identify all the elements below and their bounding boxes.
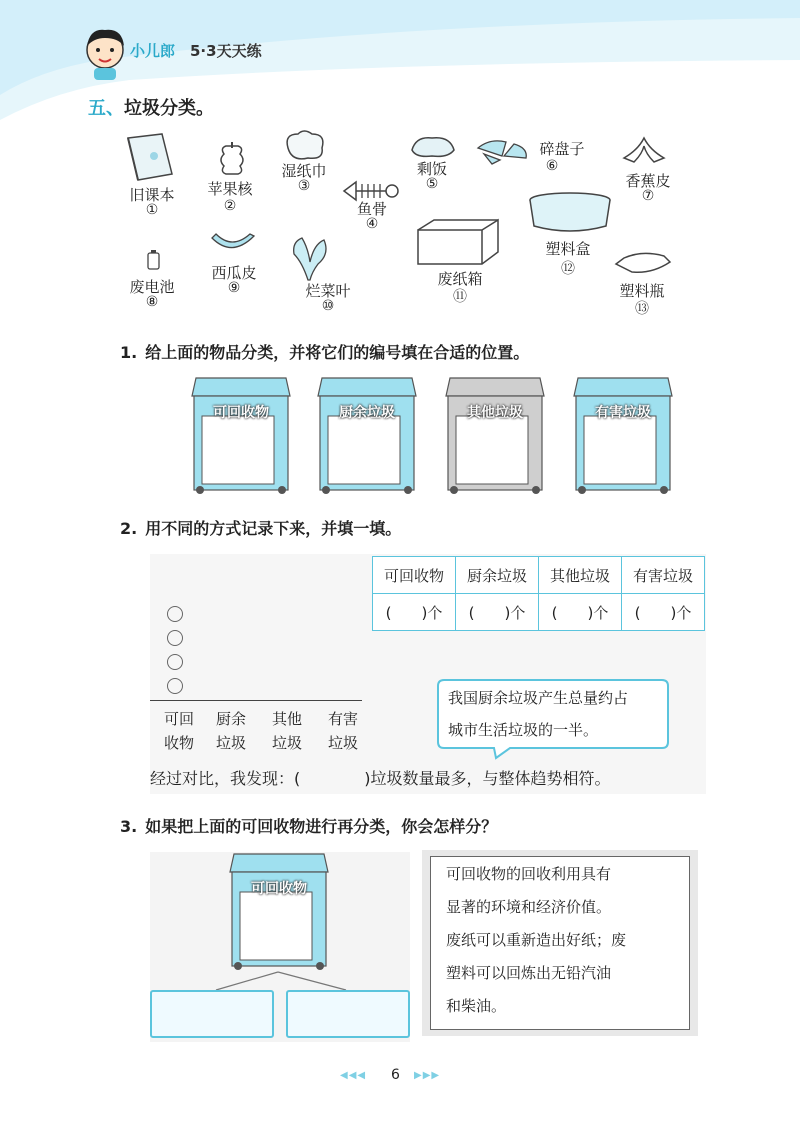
item-label: 剩饭 bbox=[416, 160, 447, 178]
chart-category-line: 垃圾 bbox=[327, 734, 358, 752]
bin-label: 其他垃圾 bbox=[467, 405, 523, 421]
tally-circle bbox=[167, 654, 183, 670]
chart-category-line: 垃圾 bbox=[271, 734, 302, 752]
item-label: 西瓜皮 bbox=[211, 264, 257, 282]
tally-table bbox=[372, 556, 705, 631]
table-header: 厨余垃圾 bbox=[456, 557, 539, 594]
wet-wipe-icon bbox=[280, 128, 330, 164]
bubble-text-line: 我国厨余垃圾产生总量约占 bbox=[448, 689, 629, 707]
item-label: 鱼骨 bbox=[356, 200, 387, 218]
item-number: ⑪ bbox=[453, 289, 467, 305]
item-number: ⑩ bbox=[321, 298, 335, 314]
conclusion-text: 经过对比，我发现：( )垃圾数量最多，与整体趋势相符。 bbox=[150, 769, 611, 788]
brand-name: 小儿郎 bbox=[130, 42, 176, 60]
item-label: 废纸箱 bbox=[437, 270, 483, 288]
section-title bbox=[88, 94, 214, 120]
item-number: ① bbox=[145, 202, 159, 218]
chart-category-line: 垃圾 bbox=[215, 734, 246, 752]
subcategory-box-right[interactable] bbox=[286, 990, 410, 1038]
bin-other-waste bbox=[442, 376, 548, 496]
bubble-text-line: 城市生活垃圾的一半。 bbox=[448, 721, 599, 739]
item-number: ③ bbox=[297, 178, 311, 194]
item-label: 废电池 bbox=[129, 278, 175, 296]
chart-baseline bbox=[150, 700, 362, 701]
item-label: 碎盘子 bbox=[539, 140, 585, 158]
note-line: 塑料可以回炼出无铅汽油 bbox=[446, 964, 612, 982]
table-cell-blank[interactable]: ( )个 bbox=[539, 594, 622, 631]
left-arrows-icon: ◀◀◀ bbox=[340, 1070, 367, 1081]
item-number: ⑬ bbox=[635, 301, 649, 317]
item-number: ② bbox=[223, 198, 237, 214]
item-number: ⑨ bbox=[227, 280, 241, 296]
chart-category bbox=[206, 704, 256, 758]
leftover-rice-icon bbox=[408, 132, 458, 160]
chart-category bbox=[262, 704, 312, 758]
question-number: 1. bbox=[120, 343, 138, 362]
question-text: 用不同的方式记录下来，并填一填。 bbox=[145, 519, 402, 538]
bin-kitchen-waste bbox=[314, 376, 420, 496]
item-label: 塑料瓶 bbox=[619, 282, 665, 300]
apple-core-icon bbox=[212, 140, 252, 180]
question-text: 给上面的物品分类，并将它们的编号填在合适的位置。 bbox=[145, 343, 530, 362]
table-header: 其他垃圾 bbox=[539, 557, 622, 594]
item-number: ⑫ bbox=[561, 261, 575, 277]
table-cell-blank[interactable]: ( )个 bbox=[373, 594, 456, 631]
item-label: 香蕉皮 bbox=[625, 172, 671, 190]
plastic-box-icon bbox=[524, 190, 616, 236]
question-number: 3. bbox=[120, 817, 138, 836]
banana-peel-icon bbox=[620, 134, 668, 166]
chart-category bbox=[154, 704, 204, 758]
item-number: ⑥ bbox=[545, 158, 559, 174]
note-text bbox=[446, 858, 626, 1023]
rotten-vegetable-leaf-icon bbox=[288, 232, 332, 282]
trash-bin-icon bbox=[188, 376, 294, 496]
watermelon-rind-icon bbox=[210, 232, 256, 256]
question-2 bbox=[120, 516, 401, 539]
bin-label: 可回收物 bbox=[251, 881, 307, 897]
bin-recyclable-q3 bbox=[226, 852, 332, 972]
battery-icon bbox=[146, 250, 162, 270]
question-number: 2. bbox=[120, 519, 138, 538]
tally-circle bbox=[167, 630, 183, 646]
bin-label: 厨余垃圾 bbox=[339, 405, 395, 421]
table-cell-blank[interactable]: ( )个 bbox=[456, 594, 539, 631]
table-header: 可回收物 bbox=[373, 557, 456, 594]
note-line: 可回收物的回收利用具有 bbox=[446, 865, 612, 883]
bin-label: 有害垃圾 bbox=[595, 405, 651, 421]
note-line: 和柴油。 bbox=[446, 997, 507, 1015]
chart-category-line: 其他 bbox=[271, 710, 302, 728]
item-label: 湿纸巾 bbox=[281, 162, 327, 180]
item-number: ⑤ bbox=[425, 176, 439, 192]
trash-bin-icon bbox=[226, 852, 332, 972]
trash-bin-icon bbox=[442, 376, 548, 496]
plastic-bottle-icon bbox=[612, 246, 674, 276]
page-number: 6 bbox=[391, 1067, 400, 1083]
item-label: 塑料盒 bbox=[545, 240, 591, 258]
question-text: 如果把上面的可回收物进行再分类，你会怎样分？ bbox=[145, 817, 498, 836]
question-1 bbox=[120, 340, 529, 363]
chart-category-line: 收物 bbox=[163, 734, 194, 752]
cardboard-box-icon bbox=[412, 218, 504, 266]
question-3 bbox=[120, 814, 497, 837]
section-title-text: 垃圾分类。 bbox=[124, 98, 214, 119]
item-label: 苹果核 bbox=[207, 180, 253, 198]
note-line: 显著的环境和经济价值。 bbox=[446, 898, 612, 916]
item-number: ⑦ bbox=[641, 188, 655, 204]
chart-category-line: 有害 bbox=[327, 710, 358, 728]
subcategory-box-left[interactable] bbox=[150, 990, 274, 1038]
tally-circle bbox=[167, 678, 183, 694]
trash-bin-icon bbox=[570, 376, 676, 496]
right-arrows-icon: ▶▶▶ bbox=[414, 1070, 441, 1081]
bin-recyclable bbox=[188, 376, 294, 496]
table-header: 有害垃圾 bbox=[622, 557, 705, 594]
bin-label: 可回收物 bbox=[213, 405, 269, 421]
chart-category-line: 厨余 bbox=[215, 710, 246, 728]
table-cell-blank[interactable]: ( )个 bbox=[622, 594, 705, 631]
section-number: 五、 bbox=[88, 98, 124, 119]
note-line: 废纸可以重新造出好纸；废 bbox=[446, 931, 627, 949]
item-number: ④ bbox=[365, 216, 379, 232]
chart-category bbox=[318, 704, 368, 758]
chart-category-line: 可回 bbox=[163, 710, 194, 728]
item-label: 旧课本 bbox=[129, 186, 175, 204]
brand-series: 5·3天天练 bbox=[190, 42, 262, 60]
trash-bin-icon bbox=[314, 376, 420, 496]
item-number: ⑧ bbox=[145, 294, 159, 310]
old-textbook-icon bbox=[120, 132, 180, 187]
boy-mascot-icon bbox=[82, 26, 128, 82]
bin-hazardous bbox=[570, 376, 676, 496]
tally-circle bbox=[167, 606, 183, 622]
item-label: 烂菜叶 bbox=[305, 282, 351, 300]
